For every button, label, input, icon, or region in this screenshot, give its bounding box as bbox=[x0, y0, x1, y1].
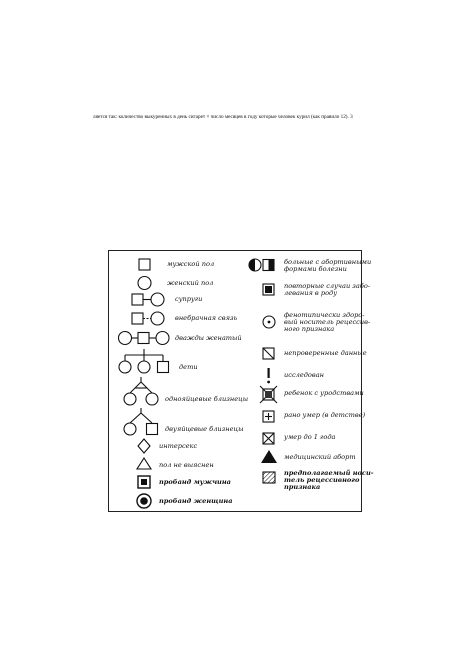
label-died-before-1: умер до 1 года bbox=[284, 433, 336, 441]
examined-exclamation-icon bbox=[268, 368, 270, 378]
fraternal-twin-circle-icon bbox=[124, 423, 136, 435]
spouses-square-icon bbox=[132, 294, 143, 305]
male-square-icon bbox=[139, 259, 150, 270]
medical-abortion-triangle-icon bbox=[261, 450, 277, 463]
extramarital-circle-icon bbox=[151, 312, 164, 325]
label-carrier-1: фенотипически здоро- bbox=[284, 311, 365, 319]
label-carrier-2: вый носитель рецессив- bbox=[284, 318, 371, 326]
label-proband-female: пробанд женщина bbox=[159, 497, 233, 505]
label-abortive-2: формами болезни bbox=[284, 265, 347, 273]
spouses-circle-icon bbox=[151, 293, 164, 306]
label-married-twice: дважды женатый bbox=[175, 334, 242, 342]
label-unverified: непроверенные данные bbox=[284, 349, 367, 357]
label-presumed-carrier-1: предполагаемый носи- bbox=[284, 469, 374, 477]
married-twice-left-circle-icon bbox=[119, 332, 132, 345]
presumed-carrier-hatched-icon bbox=[263, 472, 275, 483]
label-female: женский пол bbox=[167, 279, 214, 287]
label-intersex: интерсекс bbox=[159, 442, 198, 450]
body-text-line: ляется так: количество выкуренных в день сигарет × число месяцев в году которые человек курил (как правило 12). 3 bbox=[93, 114, 353, 120]
label-carrier-3: ного признака bbox=[284, 325, 335, 333]
identical-twin-2-icon bbox=[146, 393, 158, 405]
label-examined: исследован bbox=[284, 371, 324, 379]
label-repeat-1: повторные случаи забо- bbox=[284, 282, 371, 290]
identical-twin-1-icon bbox=[124, 393, 136, 405]
married-twice-square-icon bbox=[138, 333, 149, 344]
label-repeat-2: левания в роду bbox=[284, 289, 338, 297]
label-sex-unknown: пол не выяснен bbox=[159, 461, 214, 469]
label-early-death: рано умер (в детстве) bbox=[284, 411, 366, 419]
female-circle-icon bbox=[138, 277, 151, 290]
intersex-diamond-icon bbox=[138, 439, 150, 453]
fraternal-twin-square-icon bbox=[147, 424, 158, 435]
child-circle-1-icon bbox=[119, 361, 131, 373]
label-extramarital: внебрачная связь bbox=[175, 314, 238, 322]
label-child-defects: ребенок с уродствами bbox=[284, 389, 364, 397]
child-square-icon bbox=[158, 362, 169, 373]
label-male: мужской пол bbox=[167, 260, 215, 268]
label-abortive-1: больные с абортивными bbox=[284, 258, 372, 266]
married-twice-right-circle-icon bbox=[156, 332, 169, 345]
label-proband-male: пробанд мужчина bbox=[159, 478, 231, 486]
label-presumed-carrier-2: тель рецессивного bbox=[284, 476, 360, 484]
sex-unknown-triangle-icon bbox=[137, 458, 151, 469]
label-presumed-carrier-3: признака bbox=[284, 483, 321, 491]
label-identical-twins: однояйцевые близнецы bbox=[165, 395, 249, 403]
extramarital-square-icon bbox=[132, 313, 143, 324]
pedigree-symbols-legend bbox=[108, 250, 374, 512]
label-fraternal-twins: двуяйцевые близнецы bbox=[165, 425, 244, 433]
child-circle-2-icon bbox=[138, 361, 150, 373]
label-spouses: супруги bbox=[175, 295, 203, 303]
label-children: дети bbox=[179, 363, 198, 371]
label-medical-abortion: медицинский аборт bbox=[284, 453, 356, 461]
